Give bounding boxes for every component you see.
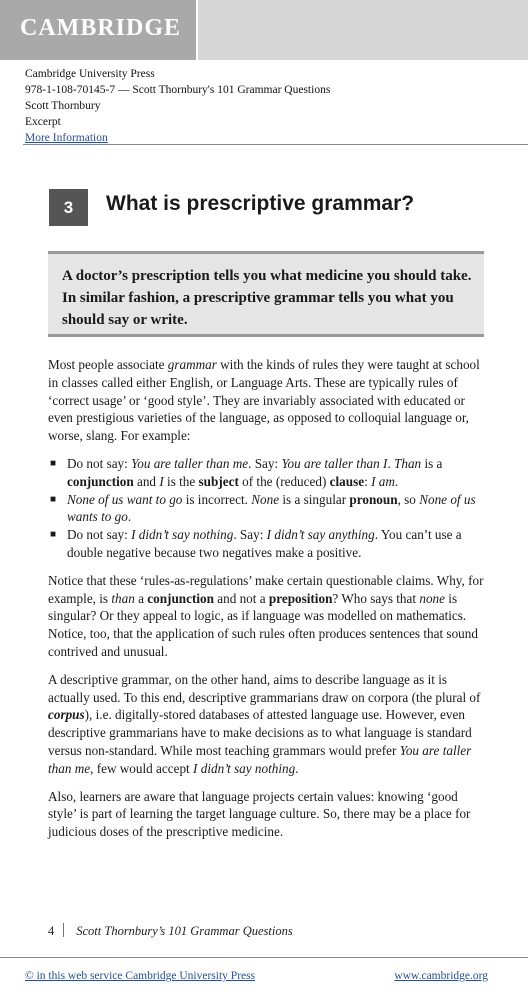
- bullet-icon: ■: [50, 529, 57, 541]
- text: is a: [421, 455, 443, 471]
- example: I didn’t say nothing: [193, 760, 296, 776]
- author: Scott Thornbury: [25, 100, 101, 112]
- example: You are taller than me: [48, 742, 472, 776]
- paragraph-3: [48, 671, 486, 778]
- text: . You can’t use a double negative because two negatives make a positive.: [67, 527, 462, 560]
- example: None: [251, 491, 280, 507]
- list-item: [48, 526, 486, 562]
- text: :: [364, 473, 372, 489]
- example: None of us want to go: [67, 491, 183, 507]
- term: conjunction: [67, 473, 134, 489]
- divider-top: [23, 144, 528, 145]
- text: .: [387, 455, 395, 471]
- text: .: [394, 473, 399, 489]
- example: You are taller than me: [131, 455, 249, 471]
- example: I didn’t say nothing: [131, 527, 234, 543]
- chapter-title: What is prescriptive grammar?: [106, 192, 415, 215]
- text: .: [295, 760, 299, 776]
- excerpt-label: Excerpt: [25, 116, 61, 128]
- callout-box: [48, 251, 484, 337]
- text: a: [134, 590, 148, 606]
- example: I didn’t say anything: [266, 527, 375, 543]
- paragraph-2: [48, 572, 486, 661]
- divider-bottom: [0, 957, 528, 958]
- term: subject: [198, 473, 239, 489]
- callout-text: A doctor’s prescription tells you what medicine you should take. In similar fashion, a prescriptive grammar tells you what you should say or write.: [62, 268, 472, 328]
- term: conjunction: [147, 590, 214, 606]
- example: None of us wants to go: [67, 491, 476, 525]
- text: A descriptive grammar, on the other hand, aims to describe language as it is actually used. To this end, descriptive grammarians draw on corpora (the plural of: [48, 671, 481, 705]
- text: ), i.e. digitally-stored databases of attested language use. However, even descriptive grammarians have to make decisions as to what language is standard versus non-standard. While most teaching grammars would prefer: [48, 707, 472, 758]
- example-list: [48, 455, 486, 562]
- bullet-icon: ■: [50, 493, 57, 505]
- example: You are taller than I: [281, 455, 388, 471]
- website-link[interactable]: www.cambridge.org: [394, 970, 488, 982]
- text: ? Who says that: [332, 590, 420, 606]
- example: I am: [371, 473, 395, 489]
- list-item: [48, 455, 486, 491]
- footer-divider: [63, 923, 64, 937]
- text: is a singular: [279, 491, 350, 507]
- text: of the (reduced): [238, 473, 330, 489]
- example: Than: [394, 455, 422, 471]
- text: Do not say:: [67, 527, 132, 543]
- text: Notice that these ‘rules-as-regulations’ make certain questionable claims. Why, for example, is: [48, 572, 484, 606]
- text: , so: [397, 491, 420, 507]
- text: , few would accept: [90, 760, 194, 776]
- example: than: [111, 590, 135, 606]
- list-item: [48, 491, 486, 527]
- brand-block: [0, 0, 196, 60]
- paragraph-4: Also, learners are aware that language projects certain values: knowing ‘good style’ is part of learning the target language culture. So, there may be a place for judicious doses of the prescriptive medicine.: [48, 788, 471, 840]
- text: is singular? Or they appeal to logic, as if language was modelled on mathematics. Notice, too, that the application of such rules often produces sentences that sound contrived and unusual.: [48, 590, 478, 659]
- chapter-number: 3: [49, 189, 88, 226]
- example: none: [419, 590, 445, 606]
- example: I: [159, 473, 164, 489]
- term: pronoun: [349, 491, 398, 507]
- brand-logo: CAMBRIDGE: [20, 15, 182, 41]
- text: and not a: [213, 590, 269, 606]
- header-divider: [196, 0, 198, 60]
- text: Most people associate: [48, 357, 168, 372]
- text: and: [133, 473, 160, 489]
- text: .: [127, 509, 132, 525]
- paragraph-1: [48, 356, 486, 445]
- isbn-line: 978-1-108-70145-7 — Scott Thornbury's 101 Grammar Questions: [25, 84, 331, 96]
- page-footer: [48, 923, 293, 939]
- text: is incorrect.: [182, 491, 252, 507]
- book-meta: [25, 66, 330, 146]
- text: . Say:: [248, 455, 282, 471]
- text: Do not say:: [67, 455, 132, 471]
- term: corpus: [48, 707, 85, 723]
- text: . Say:: [233, 527, 267, 543]
- term: preposition: [268, 590, 333, 606]
- text: is the: [163, 473, 199, 489]
- publisher: Cambridge University Press: [25, 68, 155, 80]
- text: with the kinds of rules they were taught at school in classes called either English, or Language Arts. These are typically rules of ‘correct usage’ or ‘good style’. They are invariably associated with educated or even prestigious varieties of the language, as opposed to colloquial language or, worse, slang. For example:: [48, 357, 480, 444]
- body-text: [48, 356, 486, 851]
- page-number: 4: [48, 924, 55, 938]
- term: clause: [329, 473, 365, 489]
- copyright-link[interactable]: © in this web service Cambridge University Press: [25, 970, 256, 982]
- term: grammar: [167, 357, 217, 372]
- running-title: Scott Thornbury’s 101 Grammar Questions: [76, 924, 293, 938]
- more-information-link[interactable]: More Information: [25, 132, 108, 144]
- bullet-icon: ■: [50, 457, 57, 469]
